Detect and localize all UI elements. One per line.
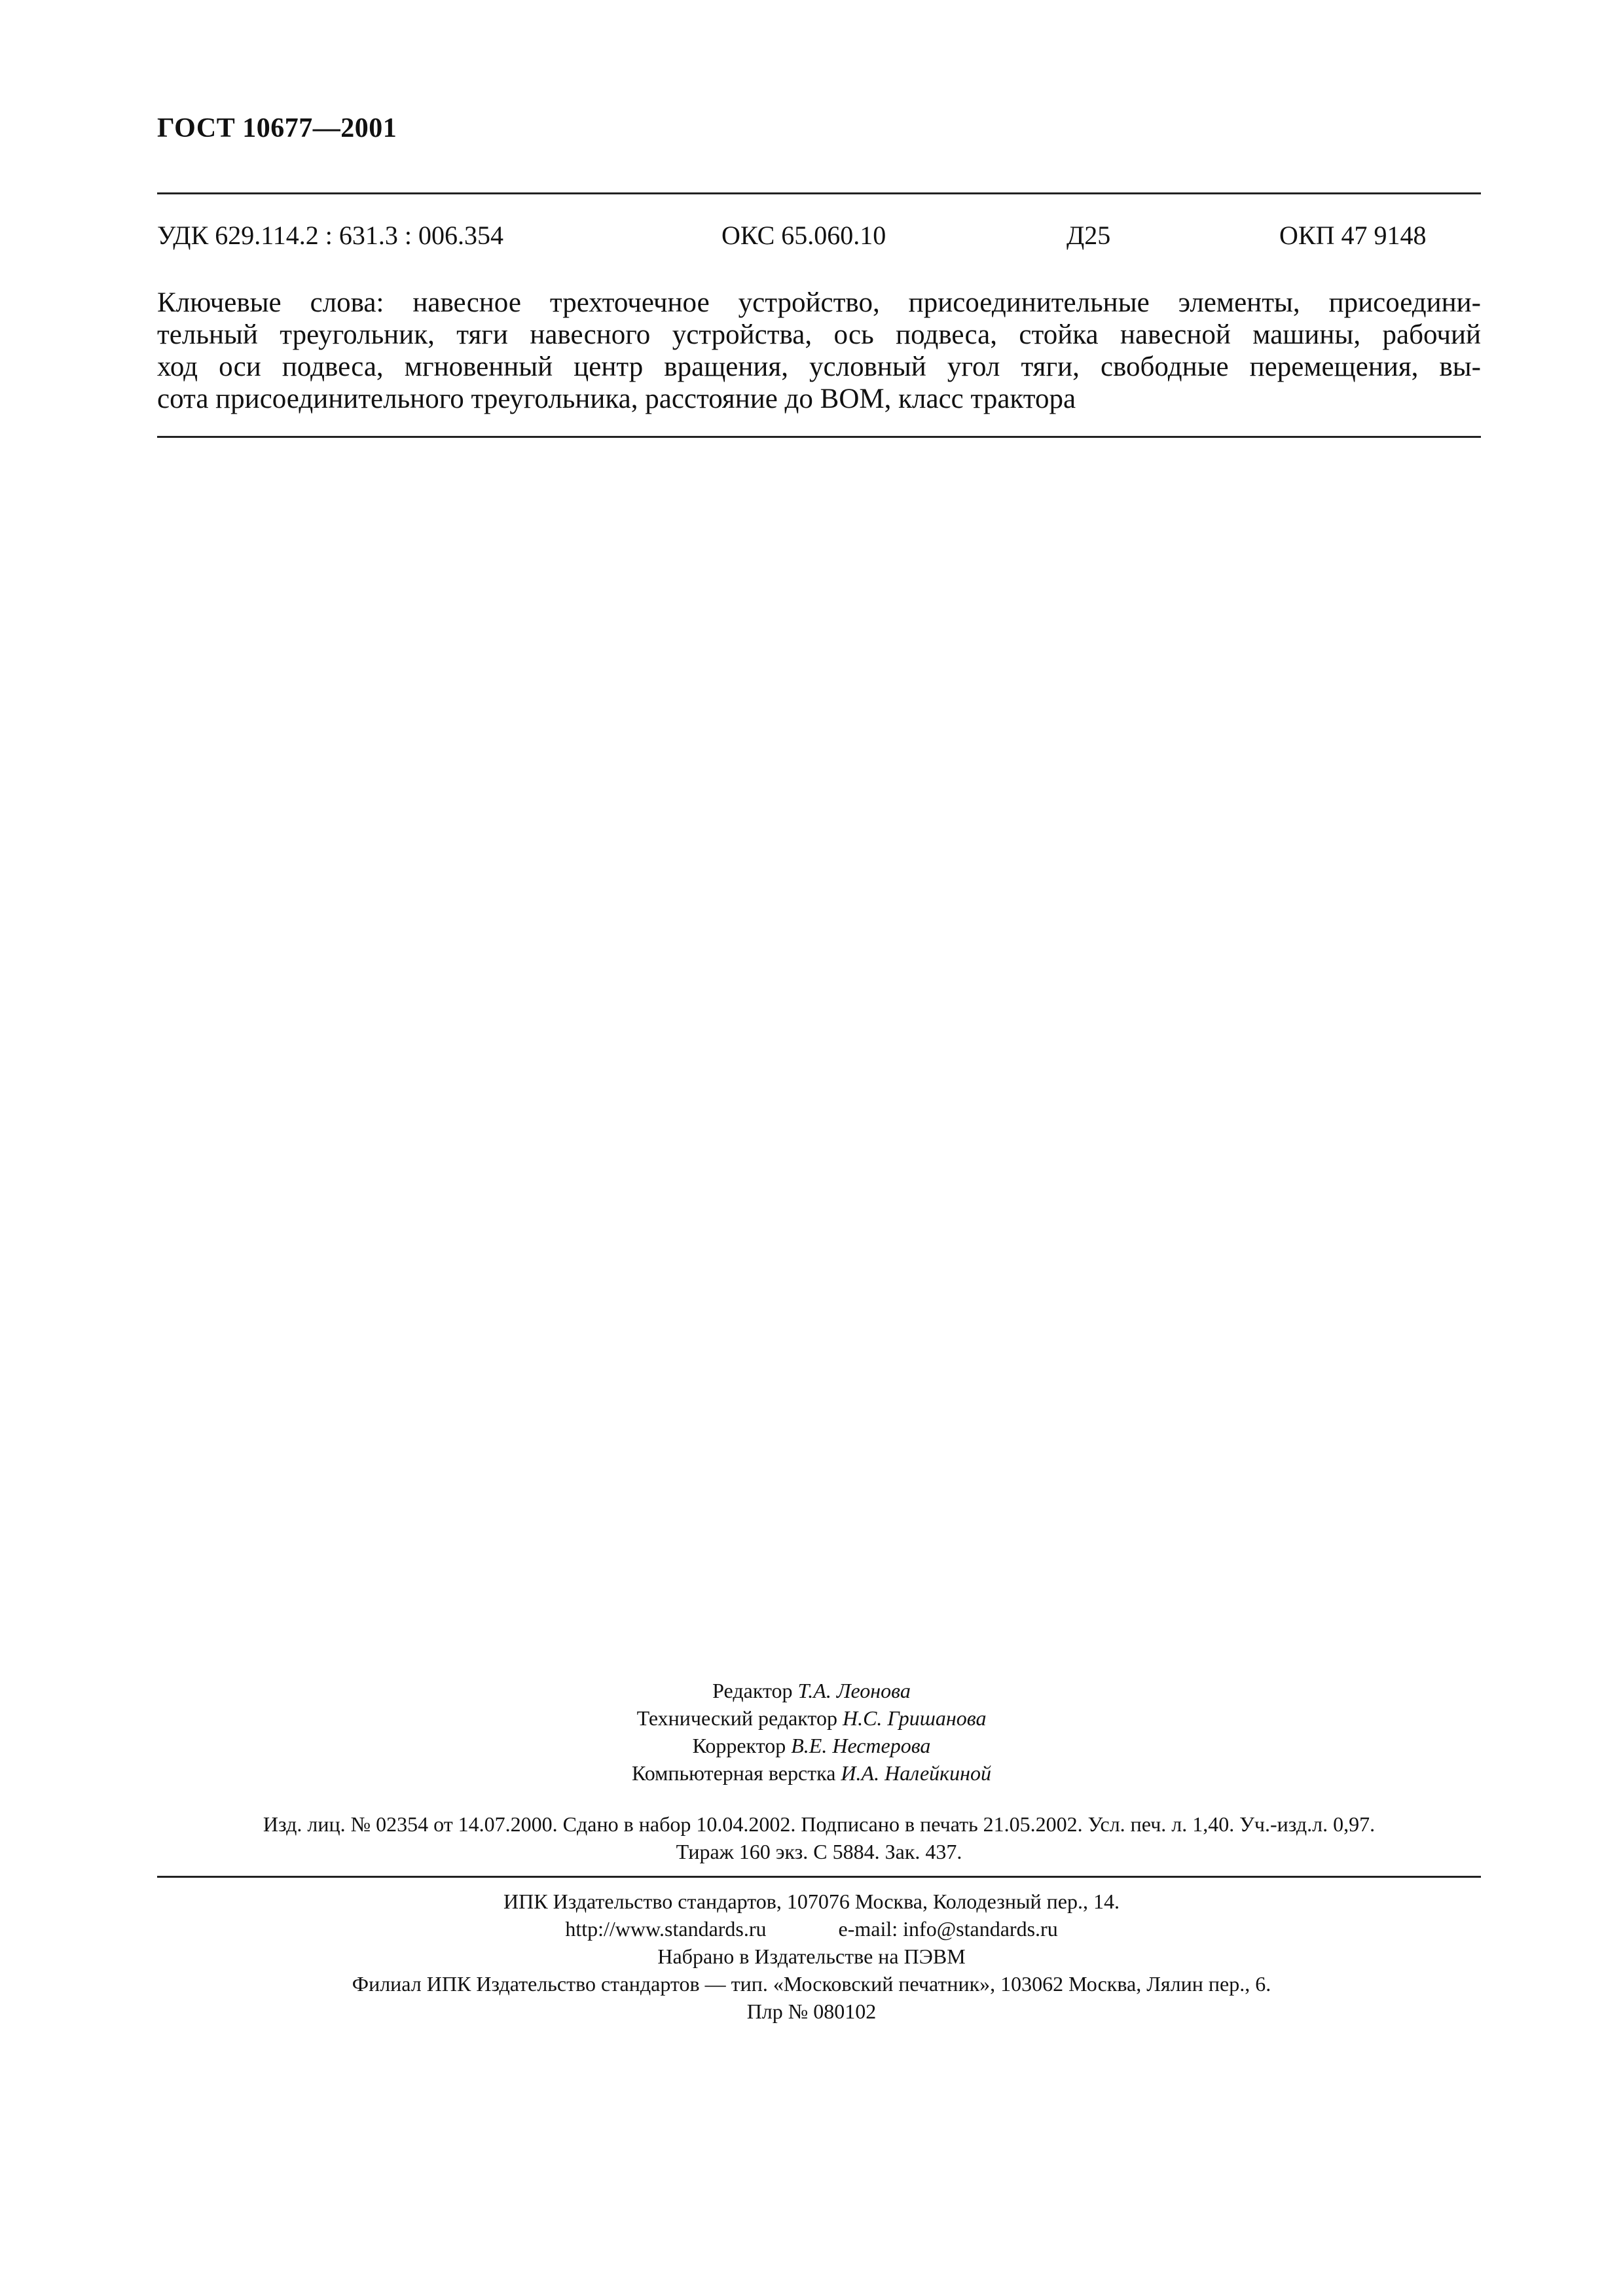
oks-code: ОКС 65.060.10 xyxy=(721,221,886,250)
edition-info xyxy=(157,1810,1481,1865)
keywords-line: ход оси подвеса, мгновенный центр вращения, условный угол тяги, свободные перемещения, вы- xyxy=(157,351,1481,382)
keywords-line: Ключевые слова: навесное трехточечное устройство, присоединительные элементы, присоедини- xyxy=(157,287,1481,318)
keywords-line: сота присоединительного треугольника, расстояние до ВОМ, класс трактора xyxy=(157,384,1076,414)
okp-code: ОКП 47 9148 xyxy=(1279,221,1427,250)
udk-code: УДК 629.114.2 : 631.3 : 006.354 xyxy=(157,221,503,250)
publisher-address: ИПК Издательство стандартов, 107076 Москва, Колодезный пер., 14. xyxy=(503,1890,1120,1913)
keywords-line: тельный треугольник, тяги навесного устройства, ось подвеса, стойка навесной машины, рабочий xyxy=(157,319,1481,350)
credit-tech-editor xyxy=(0,1704,1623,1732)
credit-role: Корректор xyxy=(692,1734,786,1757)
credit-person: В.Е. Нестерова xyxy=(791,1734,931,1757)
classification-row xyxy=(157,220,1481,259)
group-code: Д25 xyxy=(1067,221,1111,250)
publisher-branch: Филиал ИПК Издательство стандартов — тип. «Московский печатник», 103062 Москва, Лялин пер., 6. xyxy=(352,1972,1271,1996)
keywords-divider xyxy=(157,436,1481,438)
imprint-divider xyxy=(157,1876,1481,1878)
publisher-plr: Плр № 080102 xyxy=(746,2000,877,2023)
publisher-website: http://www.standards.ru xyxy=(565,1917,767,1941)
credit-role: Компьютерная верстка xyxy=(632,1761,836,1785)
credits-block xyxy=(0,1677,1623,1787)
edition-license-line: Изд. лиц. № 02354 от 14.07.2000. Сдано в набор 10.04.2002. Подписано в печать 21.05.2002. Усл. печ. л. 1,40. Уч.-изд.л. 0,97. xyxy=(263,1812,1376,1836)
credit-layout xyxy=(0,1759,1623,1787)
credit-role: Редактор xyxy=(712,1679,793,1702)
document-title: ГОСТ 10677—2001 xyxy=(157,113,397,143)
edition-print-run-line: Тираж 160 экз. С 5884. Зак. 437. xyxy=(676,1840,962,1863)
credit-role: Технический редактор xyxy=(636,1706,837,1730)
keywords-paragraph xyxy=(157,287,1481,415)
publisher-typeset: Набрано в Издательстве на ПЭВМ xyxy=(657,1945,966,1968)
credit-proofreader xyxy=(0,1732,1623,1759)
publisher-contacts xyxy=(0,1915,1623,1943)
credit-editor xyxy=(0,1677,1623,1704)
credit-person: Т.А. Леонова xyxy=(797,1679,911,1702)
credit-person: И.А. Налейкиной xyxy=(841,1761,991,1785)
publisher-imprint xyxy=(0,1888,1623,2025)
credit-person: Н.С. Гришанова xyxy=(842,1706,987,1730)
top-divider xyxy=(157,192,1481,194)
publisher-email: e-mail: info@standards.ru xyxy=(838,1917,1058,1941)
